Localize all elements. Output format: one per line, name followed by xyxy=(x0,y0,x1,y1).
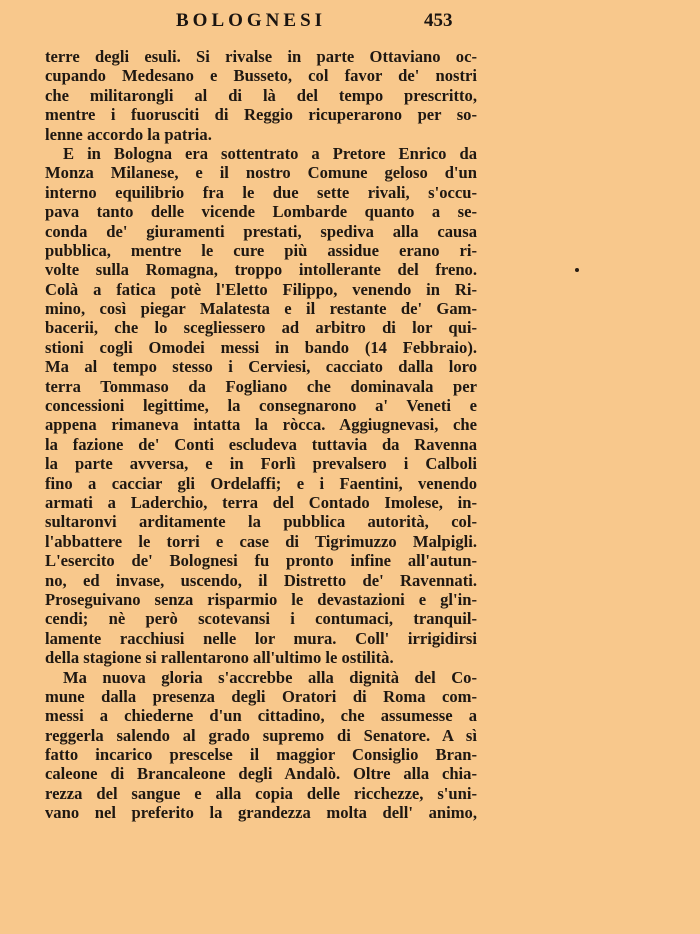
text-line: volte sulla Romagna, troppo intollerante del freno. xyxy=(45,260,477,280)
text-line: interno equilibrio fra le due sette rivali, s'occu- xyxy=(45,182,477,202)
text-line: Colà a fatica potè l'Eletto Filippo, venendo in Ri- xyxy=(45,279,477,299)
text-line: della stagione si rallentarono all'ultimo le ostilità. xyxy=(45,648,394,668)
text-line: Monza Milanese, e il nostro Comune geloso d'un xyxy=(45,163,477,183)
text-line: L'esercito de' Bolognesi fu pronto infine all'autun- xyxy=(45,551,477,571)
text-line: mentre i fuorusciti di Reggio ricuperarono per so- xyxy=(45,105,477,125)
text-line: E in Bologna era sottentrato a Pretore Enrico da xyxy=(63,143,477,163)
text-line: conda de' giuramenti prestati, spediva alla causa xyxy=(45,221,477,241)
text-line: fino a cacciar gli Ordelaffi; e i Faentini, venendo xyxy=(45,473,477,493)
page-number: 453 xyxy=(424,10,453,31)
body-text xyxy=(45,47,477,823)
text-line: terre degli esuli. Si rivalse in parte Ottaviano oc- xyxy=(45,47,477,66)
text-line: pava tanto delle vicende Lombarde quanto a se- xyxy=(45,202,477,222)
text-line: caleone di Brancaleone degli Andalò. Oltre alla chia- xyxy=(45,764,477,784)
text-line: armati a Laderchio, terra del Contado Imolese, in- xyxy=(45,492,477,512)
text-line: fatto incarico prescelse il maggior Consiglio Bran- xyxy=(45,745,477,765)
text-line: appena rimaneva intatta la ròcca. Aggiugnevasi, che xyxy=(45,415,477,435)
text-line: cendi; nè però scotevansi i contumaci, tranquil- xyxy=(45,609,477,629)
text-line: reggerla salendo al grado supremo di Senatore. A sì xyxy=(45,725,477,745)
text-line: no, ed invase, uscendo, il Distretto de' Ravennati. xyxy=(45,570,477,590)
text-line: mune dalla presenza degli Oratori di Roma com- xyxy=(45,686,477,706)
text-line: vano nel preferito la grandezza molta dell' animo, xyxy=(45,803,477,823)
running-head xyxy=(0,10,700,40)
text-line: terra Tommaso da Fogliano che dominavala per xyxy=(45,376,477,396)
text-line: cupando Medesano e Busseto, col favor de' nostri xyxy=(45,66,477,86)
text-line: lamente racchiusi nelle lor mura. Coll' irrigidirsi xyxy=(45,628,477,648)
text-line: che militarongli al di là del tempo prescritto, xyxy=(45,85,477,105)
text-line: Proseguivano senza risparmio le devastazioni e gl'in- xyxy=(45,589,477,609)
ink-speck xyxy=(575,268,579,272)
text-line: messi a chiederne d'un cittadino, che assumesse a xyxy=(45,706,477,726)
text-line: bacerii, che lo scegliessero ad arbitro di lor qui- xyxy=(45,318,477,338)
text-line: mino, così piegar Malatesta e il restante de' Gam- xyxy=(45,299,477,319)
text-line: Ma al tempo stesso i Cerviesi, cacciato dalla loro xyxy=(45,357,477,377)
text-line: stioni cogli Omodei messi in bando (14 Febbraio). xyxy=(45,337,477,357)
text-line: rezza del sangue e alla copia delle ricchezze, s'uni- xyxy=(45,783,477,803)
text-line: Ma nuova gloria s'accrebbe alla dignità del Co- xyxy=(63,667,477,687)
running-head-title: BOLOGNESI xyxy=(176,10,327,31)
text-line: la fazione de' Conti escludeva tuttavia da Ravenna xyxy=(45,434,477,454)
text-line: sultaronvi arditamente la pubblica autorità, col- xyxy=(45,512,477,532)
text-line: concessioni legittime, la consegnarono a' Veneti e xyxy=(45,396,477,416)
text-line: la parte avversa, e in Forlì prevalsero i Calboli xyxy=(45,454,477,474)
text-line: lenne accordo la patria. xyxy=(45,124,212,144)
text-line: pubblica, mentre le cure più assidue erano ri- xyxy=(45,240,477,260)
text-line: l'abbattere le torri e case di Tigrimuzzo Malpigli. xyxy=(45,531,477,551)
